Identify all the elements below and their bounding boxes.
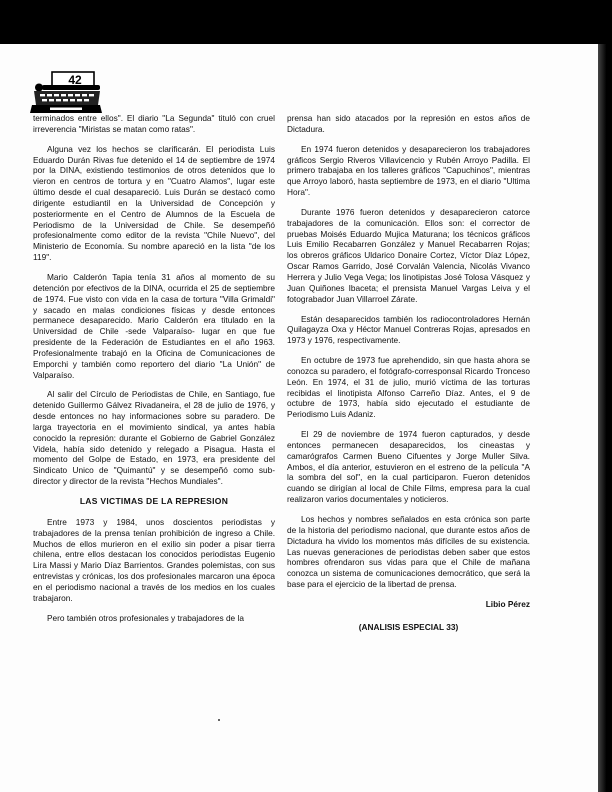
- paragraph: Los hechos y nombres señalados en esta crónica son parte de la historia del periodismo nacional, que durante estos años de Dictadura ha vivido los momentos más difíciles de su existencia. Las nuevas generaciones de periodistas deben saber que estos hombres ofrendaron sus vidas para que el Chile de mañana conozca un sistema de comunicaciones democrático, que será la base para el ejercicio de la libertad de prensa.: [287, 514, 530, 590]
- paragraph: Al salir del Círculo de Periodistas de Chile, en Santiago, fue detenido Guillermo Gálvez Rivadaneira, el 28 de julio de 1976, y desde entonces no hay informaciones sobre su paradero. De larga trayectoria en el movimiento sindical, ya antes había conocido la represión: durante el Gobierno de Gabriel González Videla, había sido detenido y relegado a Pisagua. Hasta el momento del Golpe de Estado, en 1973, era presidente del Sindicato Unico de "Quimantú" y se desempeñó como sub-director y director de la revista "Hechos Mundiales".: [33, 389, 275, 487]
- page-number: 42: [68, 73, 82, 87]
- scan-border-top: [0, 0, 612, 44]
- section-heading: LAS VICTIMAS DE LA REPRESION: [79, 496, 229, 506]
- scan-border-right: [598, 44, 612, 792]
- paragraph: En 1974 fueron detenidos y desaparecieron los trabajadores gráficos Sergio Riveros Villavicencio y Rubén Arroyo Padilla. El primero trabajaba en los talleres gráficos "Capuchinos", mientras que Arroyo laboró, hasta septiembre de 1973, en el diario "Ultima Hora".: [287, 143, 530, 198]
- paragraph: Durante 1976 fueron detenidos y desaparecieron catorce trabajadores de la comunicación. Ellos son: el corrector de pruebas Moisés Eduardo Mujica Maturana; los técnicos gráficos Luis Emilio Recabarren González y Manuel Recabarren Rojas; los obreros gráficos Uldarico Donaire Cortez, Víctor Díaz López, Oscar Ramos Garrido, José Corvalán Valencia, Nicolás Vivanco Herrera y Julio Vega Vega; los linotipistas José Tolosa Vásquez y Juan Quiñones Ibaceta; el prensista Manuel Vargas Leiva y el fotograbador Juan Villarroel Zárate.: [287, 206, 530, 304]
- paragraph: En octubre de 1973 fue aprehendido, sin que hasta ahora se conozca su paradero, el fotógrafo-corresponsal Ricardo Tronceso León. En 1974, el 31 de julio, murió víctima de las torturas recibidas el linotipista Alfonso Carreño Díaz. Antes, el 9 de octubre de 1973, había sido ejecutado el estudiante de Periodismo Luis Adaniz.: [287, 355, 530, 420]
- paragraph: Mario Calderón Tapia tenía 31 años al momento de su detención por efectivos de la DINA, ocurrida el 25 de septiembre de 1974. Fue visto con vida en la casa de tortura "Villa Grimaldi" y sacado en malas condiciones físicas y desde entonces permanece desaparecido. Mario Calderón era titulado en la Universidad de Chile -sede Valparaíso- lugar en que fue presidente de la Federación de Estudiantes en el año 1963. Profesionalmente trabajó en la Oficina de Comunicaciones de Emporchi y también como reportero del diario "La Unión" de Valparaíso.: [33, 271, 275, 380]
- paragraph: El 29 de noviembre de 1974 fueron capturados, y desde entonces permanecen desaparecidos, los cineastas y camarógrafos Carmen Bueno Cifuentes y Jorge Muller Silva. Ambos, el día anterior, estuvieron en el estreno de la película "A la sombra del sol", en la cual participaron. Fueron detenidos cuando se dirigían al local de Chile Films, empresa para la cual realizaron varios documentales y noticieros.: [287, 429, 530, 505]
- paragraph: Pero también otros profesionales y trabajadores de la: [47, 612, 244, 623]
- paragraph: prensa han sido atacados por la represión en estos años de Dictadura.: [287, 113, 530, 134]
- source-note: (ANALISIS ESPECIAL 33): [358, 621, 459, 632]
- left-column: [33, 113, 275, 632]
- paragraph: terminados entre ellos". El diario "La Segunda" tituló con cruel irreverencia "Miristas se matan como ratas".: [33, 113, 275, 134]
- paragraph: Entre 1973 y 1984, unos doscientos periodistas y trabajadores de la prensa tenían prohibición de ingreso a Chile. Muchos de ellos murieron en el exilio sin poder a pisar tierra chilena, entre ellos destacan los conocidos periodistas Eugenio Lira Massi y Mario Díaz Barrientos. Grandes polemistas, con sus entrevistas y crónicas, los dos profesionales marcaron una época en el periodismo nacional a través de los medios en los cuales trabajaron.: [33, 516, 275, 603]
- scan-speck: [218, 719, 220, 721]
- author-signature: Libio Pérez: [485, 598, 530, 609]
- right-column: [287, 113, 530, 642]
- paragraph: Están desaparecidos también los radiocontroladores Hernán Quilagayza Oxa y Héctor Manuel Contreras Rojas, apresados en 1973 y 1976, respectivamente.: [287, 313, 530, 346]
- paragraph: Alguna vez los hechos se clarificarán. El periodista Luis Eduardo Durán Rivas fue detenido el 14 de septiembre de 1974 por la DINA, existiendo testimonios de otros detenidos que lo vieron en centros de tortura y en "Cuatro Alamos", lugar este último desde el cual desapareció. Luis Durán se destacó como dirigente estudiantil en la Universidad de Concepción y posteriormente en el Centro de Alumnos de la Escuela de Periodismo de la Universidad de Chile. Se desempeñó profesionalmente como editor de la revista "Chile Nuevo", del Ministerio de Economía. Su nombre apareció en la lista "de los 119".: [33, 143, 275, 263]
